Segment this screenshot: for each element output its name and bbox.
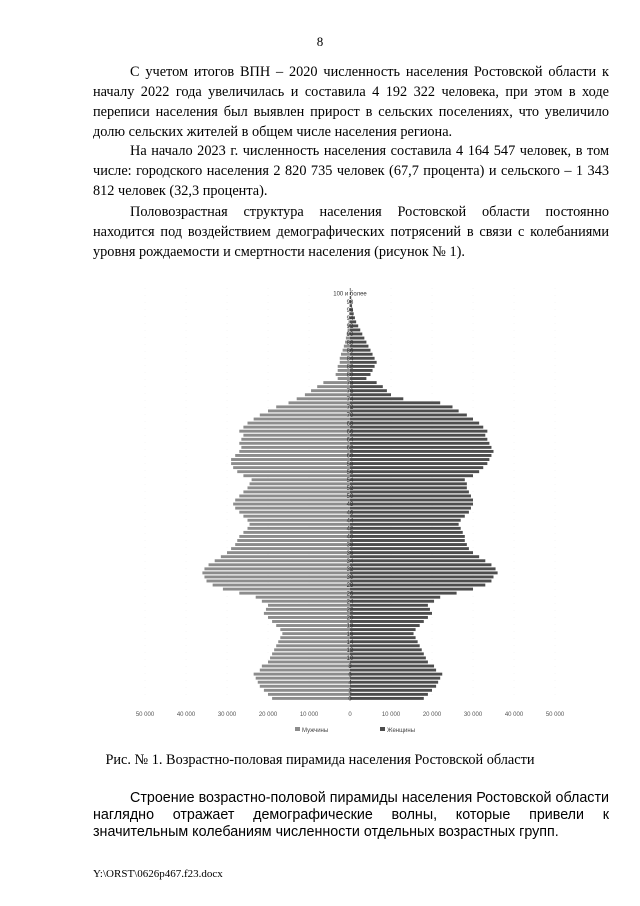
women-bar: [350, 462, 487, 465]
age-label: 74: [346, 396, 354, 403]
x-tick-label: 10 000: [381, 712, 401, 718]
age-label: 80: [346, 372, 354, 379]
x-tick-label: 30 000: [463, 712, 483, 718]
women-bar: [350, 669, 436, 672]
women-bar: [350, 450, 494, 453]
women-bar: [350, 470, 479, 473]
women-bar: [350, 531, 463, 534]
men-bar: [317, 385, 350, 388]
men-bar: [264, 688, 352, 695]
women-bar: [350, 478, 465, 481]
men-bar: [260, 414, 350, 417]
women-bar: [350, 495, 471, 498]
women-bar: [348, 680, 438, 687]
men-bar: [207, 580, 351, 583]
age-label: 48: [346, 502, 354, 509]
men-bar: [233, 503, 350, 506]
women-bar: [350, 685, 436, 688]
men-bar: [227, 551, 350, 554]
x-tick-label: 20 000: [258, 712, 278, 718]
women-bar: [350, 434, 485, 437]
age-label: 54: [346, 477, 354, 484]
women-bar: [350, 600, 434, 603]
age-label: 62: [346, 445, 354, 452]
age-label: 68: [346, 421, 354, 428]
age-label: 36: [346, 550, 354, 557]
men-bar: [278, 640, 350, 643]
men-bar: [252, 478, 350, 481]
men-bar: [260, 685, 350, 688]
age-label: 42: [346, 526, 354, 533]
women-bar: [350, 482, 467, 485]
men-bar: [213, 584, 350, 587]
age-label: 76: [346, 388, 354, 395]
age-label: 4: [348, 680, 352, 687]
women-bar: [350, 588, 473, 591]
age-label: 100 и более: [333, 291, 367, 298]
women-bar: [350, 458, 489, 461]
age-label: 84: [346, 356, 354, 363]
women-bar: [350, 580, 491, 583]
legend-swatch: [295, 727, 300, 731]
age-label: 72: [346, 405, 354, 412]
men-bar: [215, 559, 350, 562]
men-bar: [239, 592, 350, 595]
men-bar: [243, 474, 350, 477]
age-label: 94: [346, 315, 354, 322]
men-bar: [276, 644, 350, 647]
women-bar: [350, 486, 467, 489]
age-label: 88: [346, 340, 354, 347]
men-bar: [239, 495, 350, 498]
men-bar: [243, 490, 350, 493]
women-bar: [350, 466, 483, 469]
age-label: 22: [346, 607, 354, 614]
women-bar: [350, 535, 465, 538]
women-bar: [350, 422, 479, 425]
men-bar: [239, 511, 350, 514]
age-label: 6: [348, 672, 352, 679]
women-bar: [350, 616, 428, 619]
men-bar: [272, 697, 350, 700]
women-bar: [350, 636, 416, 639]
women-bar: [350, 361, 377, 364]
women-bar: [350, 596, 440, 599]
men-bar: [264, 612, 350, 615]
age-label: 14: [346, 639, 354, 646]
x-tick-label: 50 000: [545, 712, 565, 718]
women-bar: [350, 539, 465, 542]
men-bar: [243, 515, 350, 518]
men-bar: [235, 543, 350, 546]
age-label: 66: [346, 429, 354, 436]
paragraph-3: Половозрастная структура населения Ростовской области постоянно находится под воздействием демографических потрясений в связи с колебаниями уровня рождаемости и смертности населения (рисунок № 1).: [93, 204, 609, 260]
women-bar: [350, 563, 491, 566]
women-bar: [350, 369, 373, 372]
men-bar: [280, 628, 350, 631]
women-bar: [350, 515, 465, 518]
men-bar: [209, 563, 350, 566]
paragraph-2: На начало 2023 г. численность населения составила 4 164 547 человек, в том числе: городского населения 2 820 735 человек (67,7 процента) и сельского – 1 343 812 человек (32,3 процента).: [93, 143, 609, 199]
women-bar: [350, 571, 498, 574]
men-bar: [268, 661, 350, 664]
men-bar: [231, 462, 350, 465]
men-bar: [268, 604, 350, 607]
men-bar: [239, 535, 350, 538]
women-bar: [350, 677, 440, 680]
age-label: 24: [346, 599, 354, 606]
age-label: 78: [346, 380, 354, 387]
men-bar: [256, 677, 350, 680]
women-bar: [350, 409, 459, 412]
women-bar: [350, 389, 387, 392]
women-bar: [350, 555, 479, 558]
legend-label: Мужчины: [302, 728, 329, 734]
men-bar: [270, 656, 350, 659]
women-bar: [350, 381, 377, 384]
women-bar: [348, 672, 442, 679]
women-bar: [350, 288, 351, 291]
age-label: 52: [346, 486, 354, 493]
women-bar: [348, 688, 432, 695]
men-bar: [241, 446, 350, 449]
file-path-footer: Y:\ORST\0626p467.f23.docx: [93, 868, 223, 880]
women-bar: [350, 697, 424, 700]
men-bar: [254, 418, 350, 421]
women-bar: [350, 519, 461, 522]
women-bar: [350, 357, 375, 360]
age-label: 56: [346, 469, 354, 476]
age-label: 90: [346, 332, 354, 339]
women-bar: [350, 474, 473, 477]
men-bar: [297, 397, 350, 400]
paragraph-1: С учетом итогов ВПН – 2020 численность населения Ростовской области к началу 2022 года увеличилась и составила 4 192 322 человека, при этом в ходе переписи населения был выявлен прирост в сельских поселениях, что увеличило долю сельских жителей в общем числе населения региона.: [93, 64, 609, 140]
women-bar: [350, 353, 373, 356]
age-label: 50: [346, 494, 354, 501]
men-bar: [289, 401, 351, 404]
women-bar: [350, 446, 491, 449]
x-tick-label: 40 000: [176, 712, 196, 718]
men-bar: [237, 539, 350, 542]
age-label: 98: [346, 299, 354, 306]
men-bar: [243, 426, 350, 429]
men-bar: [276, 624, 350, 627]
women-bar: [350, 559, 485, 562]
women-bar: [348, 664, 434, 671]
age-label: 2: [348, 688, 352, 695]
age-label: 44: [346, 518, 354, 525]
women-bar: [350, 640, 418, 643]
women-bar: [350, 592, 457, 595]
men-bar: [231, 547, 350, 550]
men-bar: [237, 470, 350, 473]
women-bar: [350, 503, 473, 506]
women-bar: [350, 511, 469, 514]
men-bar: [235, 499, 350, 502]
age-label: 28: [346, 583, 354, 590]
age-label: 0: [348, 696, 352, 703]
age-label: 46: [346, 510, 354, 517]
women-bar: [350, 385, 383, 388]
age-label: 86: [346, 348, 354, 355]
men-bar: [250, 523, 350, 526]
men-bar: [262, 600, 350, 603]
women-bar: [350, 523, 459, 526]
men-bar: [241, 438, 350, 441]
men-bar: [282, 632, 350, 635]
women-bar: [350, 507, 471, 510]
women-bar: [350, 612, 432, 615]
women-bar: [350, 490, 469, 493]
pyramid-svg: [120, 276, 590, 746]
men-bar: [204, 575, 350, 578]
women-bar: [350, 604, 428, 607]
men-bar: [248, 486, 351, 489]
men-bar: [305, 393, 350, 396]
women-bar: [350, 393, 391, 396]
paragraph-after-figure: Строение возрастно-половой пирамиды населения Ростовской области наглядно отражает демографические волны, которые привели к значительным колебаниям численности отдельных возрастных групп.: [93, 790, 609, 840]
men-bar: [276, 405, 350, 408]
x-tick-label: 30 000: [217, 712, 237, 718]
x-tick-label: 20 000: [422, 712, 442, 718]
women-bar: [350, 584, 485, 587]
women-bar: [350, 608, 430, 611]
men-bar: [268, 409, 350, 412]
women-bar: [350, 499, 473, 502]
women-bar: [350, 693, 428, 696]
men-bar: [280, 636, 350, 639]
age-label: 92: [346, 324, 354, 331]
age-label: 12: [346, 648, 354, 655]
women-bar: [350, 418, 473, 421]
women-bar: [350, 661, 428, 664]
women-bar: [350, 365, 375, 368]
figure-caption: Рис. № 1. Возрастно-половая пирамида населения Ростовской области: [105, 752, 535, 768]
x-tick-label: 50 000: [135, 712, 155, 718]
women-bar: [350, 414, 467, 417]
men-bar: [268, 616, 350, 619]
age-sex-pyramid-chart: [120, 276, 590, 746]
men-bar: [256, 596, 350, 599]
women-bar: [350, 442, 489, 445]
men-bar: [248, 519, 351, 522]
men-bar: [239, 430, 350, 433]
women-bar: [350, 401, 440, 404]
legend-label: Женщины: [387, 728, 416, 734]
women-bar: [350, 438, 487, 441]
age-label: 96: [346, 307, 354, 314]
men-bar: [223, 588, 350, 591]
men-bar: [274, 648, 350, 651]
women-bar: [350, 397, 403, 400]
men-bar: [243, 434, 350, 437]
age-label: 38: [346, 542, 354, 549]
age-label: 82: [346, 364, 354, 371]
age-label: 70: [346, 413, 354, 420]
age-label: 16: [346, 631, 354, 638]
age-label: 26: [346, 591, 354, 598]
women-bar: [350, 454, 491, 457]
women-bar: [350, 644, 420, 647]
age-label: 32: [346, 567, 354, 574]
women-bar: [350, 551, 473, 554]
x-tick-label: 40 000: [504, 712, 524, 718]
age-label: 40: [346, 534, 354, 541]
page-number: 8: [316, 34, 324, 49]
age-label: 8: [348, 664, 352, 671]
women-bar: [350, 652, 424, 655]
women-bar: [350, 620, 424, 623]
women-bar: [350, 628, 416, 631]
men-bar: [248, 527, 351, 530]
men-bar: [250, 482, 350, 485]
women-bar: [350, 426, 483, 429]
men-bar: [231, 458, 350, 461]
women-bar: [350, 656, 426, 659]
age-label: 34: [346, 558, 354, 565]
men-bar: [239, 442, 350, 445]
men-bar: [272, 620, 350, 623]
men-bar: [221, 555, 350, 558]
men-bar: [268, 693, 350, 696]
age-label: 30: [346, 575, 354, 582]
men-bar: [202, 571, 350, 574]
men-bar: [235, 507, 350, 510]
x-tick-label: 10 000: [299, 712, 319, 718]
men-bar: [258, 680, 352, 687]
women-bar: [350, 543, 467, 546]
men-bar: [239, 450, 350, 453]
x-tick-label: 0: [348, 712, 352, 718]
men-bar: [262, 664, 352, 671]
women-bar: [350, 575, 494, 578]
women-bar: [350, 547, 469, 550]
women-bar: [350, 527, 461, 530]
women-bar: [350, 648, 422, 651]
legend-swatch: [380, 727, 385, 731]
age-label: 60: [346, 453, 354, 460]
men-bar: [248, 422, 351, 425]
men-bar: [254, 672, 352, 679]
age-label: 20: [346, 615, 354, 622]
women-bar: [350, 405, 453, 408]
men-bar: [272, 652, 350, 655]
women-bar: [350, 624, 420, 627]
men-bar: [233, 466, 350, 469]
age-label: 10: [346, 656, 354, 663]
men-bar: [243, 531, 350, 534]
women-bar: [350, 632, 414, 635]
men-bar: [235, 454, 350, 457]
age-label: 58: [346, 461, 354, 468]
men-bar: [204, 567, 350, 570]
women-bar: [350, 430, 487, 433]
men-bar: [266, 608, 350, 611]
men-bar: [311, 389, 350, 392]
women-bar: [350, 567, 496, 570]
men-bar: [260, 669, 350, 672]
age-label: 18: [346, 623, 354, 630]
age-label: 64: [346, 437, 354, 444]
